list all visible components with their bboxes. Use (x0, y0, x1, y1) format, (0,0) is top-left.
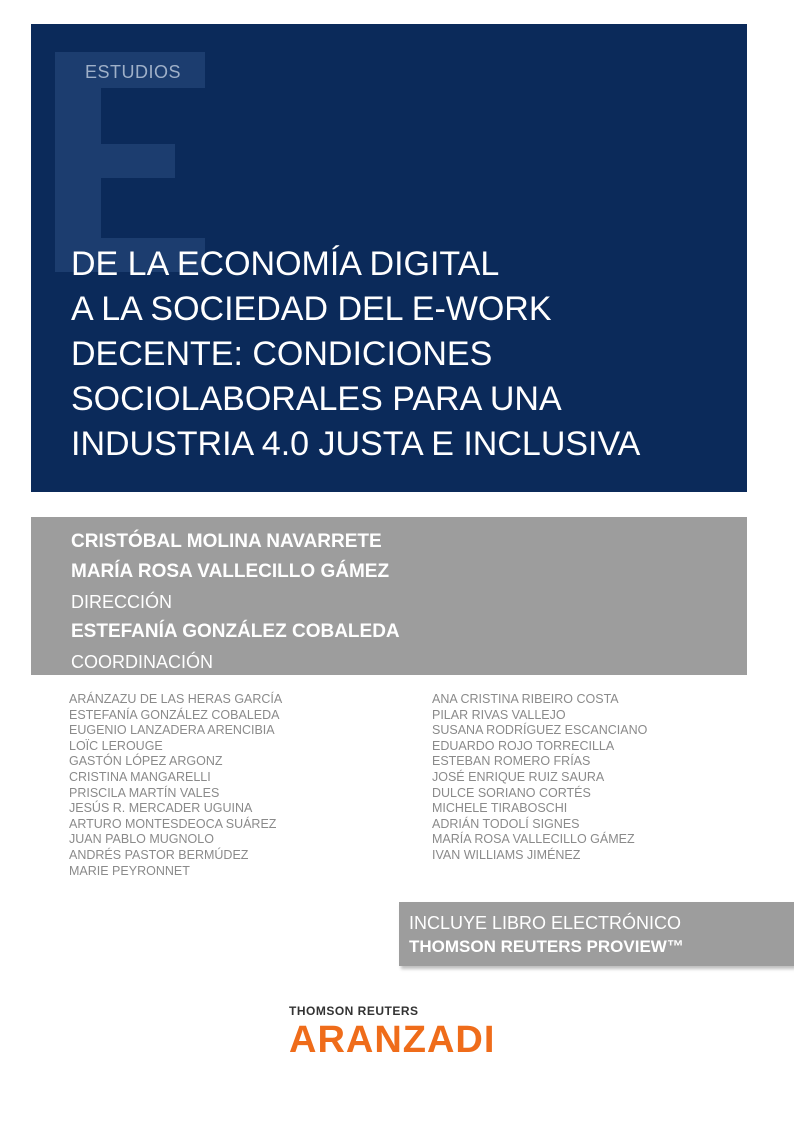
contributor-name: ANDRÉS PASTOR BERMÚDEZ (69, 847, 249, 862)
contributor-name: LOÏC LEROUGE (69, 738, 163, 753)
contributor-name: EUGENIO LANZADERA ARENCIBIA (69, 723, 275, 738)
contributor-name: PRISCILA MARTÍN VALES (69, 785, 220, 800)
contributors-right-column (432, 692, 647, 864)
title-line: INDUSTRIA 4.0 JUSTA E INCLUSIVA (71, 425, 641, 463)
series-label: ESTUDIOS (85, 62, 182, 82)
contributor-name: SUSANA RODRÍGUEZ ESCANCIANO (432, 723, 648, 738)
contributor-name: ARÁNZAZU DE LAS HERAS GARCÍA (69, 692, 283, 706)
contributor-name: MARÍA ROSA VALLECILLO GÁMEZ (432, 832, 635, 847)
contributor-name: PILAR RIVAS VALLEJO (432, 707, 566, 722)
ebook-line-1: INCLUYE LIBRO ELECTRÓNICO (409, 913, 682, 933)
director-name: MARÍA ROSA VALLECILLO GÁMEZ (71, 561, 390, 582)
series-letter-e-graphic (55, 52, 205, 272)
contributor-name: GASTÓN LÓPEZ ARGONZ (69, 754, 223, 769)
book-title (71, 242, 731, 467)
title-line: SOCIOLABORALES PARA UNA (71, 380, 562, 418)
director-name: CRISTÓBAL MOLINA NAVARRETE (71, 531, 382, 552)
contributor-name: ANA CRISTINA RIBEIRO COSTA (432, 692, 619, 706)
coordinator-name: ESTEFANÍA GONZÁLEZ COBALEDA (71, 621, 400, 642)
contributor-name: DULCE SORIANO CORTÉS (432, 785, 591, 800)
contributor-name: JUAN PABLO MUGNOLO (69, 832, 214, 847)
direction-role-label: DIRECCIÓN (71, 592, 173, 612)
ebook-badge (399, 902, 794, 966)
ebook-line-2: THOMSON REUTERS PROVIEW™ (409, 937, 684, 956)
title-line: DECENTE: CONDICIONES (71, 335, 493, 373)
contributor-name: EDUARDO ROJO TORRECILLA (432, 738, 615, 753)
contributor-name: JESÚS R. MERCADER UGUINA (69, 801, 253, 816)
contributor-name: CRISTINA MANGARELLI (69, 769, 211, 784)
title-line: A LA SOCIEDAD DEL E-WORK (71, 290, 552, 328)
editors-list (71, 527, 400, 677)
coordination-role-label: COORDINACIÓN (71, 652, 214, 672)
contributors-left-column (69, 692, 282, 879)
publisher-brand-name: ARANZADI (289, 1019, 496, 1061)
title-line: DE LA ECONOMÍA DIGITAL (71, 245, 500, 283)
contributor-name: JOSÉ ENRIQUE RUIZ SAURA (432, 769, 605, 784)
contributor-name: ESTEBAN ROMERO FRÍAS (432, 754, 591, 769)
cover-top-band (31, 24, 747, 492)
contributor-name: ADRIÁN TODOLÍ SIGNES (432, 816, 580, 831)
contributor-name: MARIE PEYRONNET (69, 863, 190, 878)
contributor-name: MICHELE TIRABOSCHI (432, 801, 568, 816)
publisher-logo (289, 1004, 495, 1062)
contributor-name: ESTEFANÍA GONZÁLEZ COBALEDA (69, 707, 280, 722)
contributor-name: IVAN WILLIAMS JIMÉNEZ (432, 847, 581, 862)
publisher-parent-name: THOMSON REUTERS (289, 1004, 419, 1018)
editors-band (31, 517, 747, 675)
contributor-name: ARTURO MONTESDEOCA SUÁREZ (69, 816, 277, 831)
